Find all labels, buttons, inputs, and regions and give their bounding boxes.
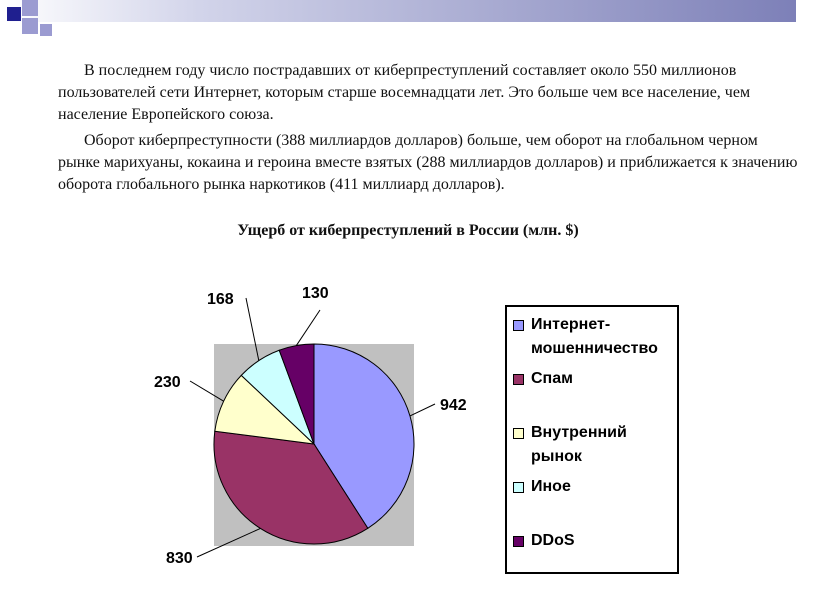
legend-swatch bbox=[513, 482, 524, 493]
legend-label: Иное bbox=[531, 478, 571, 495]
legend-label: Интернет-мошенничество bbox=[531, 316, 658, 357]
data-label: 942 bbox=[440, 397, 467, 414]
legend-label: Спам bbox=[531, 370, 573, 387]
data-label: 168 bbox=[207, 291, 234, 308]
pie-slices bbox=[214, 344, 414, 544]
paragraph-turnover: Оборот киберпреступности (388 миллиардов долларов) больше, чем оборот на глобальном черном рынке марихуаны, кокаина и героина вместе взятых (288 миллиардов долларов) и приближается к значению оборота глобального рынка наркотиков (411 миллиард долларов). bbox=[58, 132, 798, 193]
chart-legend bbox=[505, 305, 679, 574]
legend-swatch bbox=[513, 320, 524, 331]
paragraph-victims: В последнем году число пострадавших от киберпреступлений составляет около 550 миллионов пользователей сети Интернет, которым старше восемнадцати лет. Это больше чем все население, чем население Европейского союза. bbox=[58, 62, 751, 123]
legend-swatch bbox=[513, 428, 524, 439]
legend-swatch bbox=[513, 536, 524, 547]
data-label: 230 bbox=[154, 374, 181, 391]
leader-line bbox=[296, 310, 320, 346]
data-label: 130 bbox=[302, 285, 329, 302]
legend-swatch bbox=[513, 374, 524, 385]
legend-label: DDoS bbox=[531, 532, 575, 549]
chart-title: Ущерб от киберпреступлений в России (млн. $) bbox=[237, 222, 579, 239]
legend-label: Внутренний рынок bbox=[531, 424, 627, 465]
data-label: 830 bbox=[166, 550, 193, 567]
